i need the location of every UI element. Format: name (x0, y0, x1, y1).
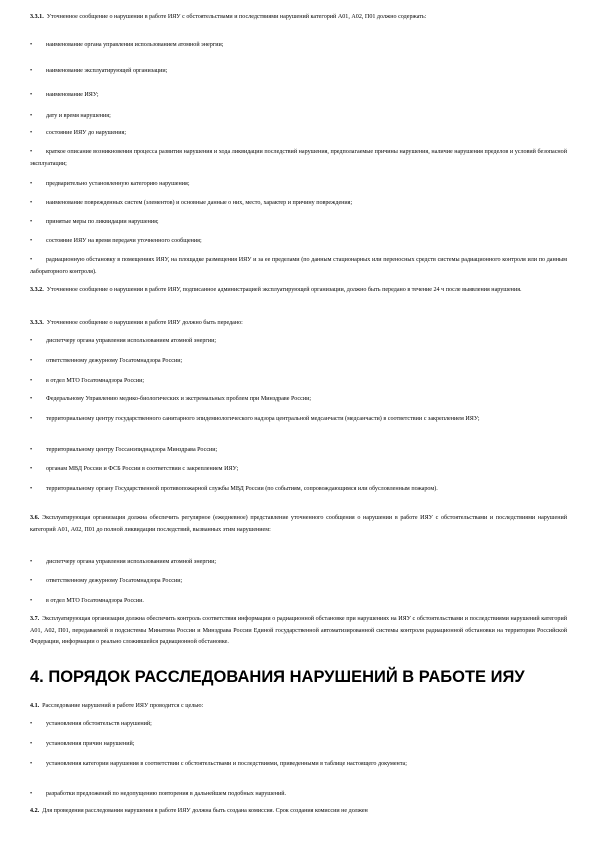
list-item-text: установления причин нарушений; (46, 741, 135, 747)
paragraph-text: Эксплуатирующая организация должна обеспечить регулярное (ежедневное) представление уточненного сообщения о нарушении в работе ИЯУ с обстоятельствами и последствиями нарушений категорий А01, А02, П01 до полной ликвидации последствий, вызванных этим нарушением: (30, 515, 567, 533)
bullet-icon: • (30, 378, 33, 384)
list-item-text: разработки предложений по недопущению повторения в дальнейшем подобных нарушений. (46, 791, 286, 797)
list-item (30, 40, 567, 52)
bullet-icon: • (30, 68, 33, 74)
list-item (30, 759, 567, 771)
list-item-text: предварительно установленную категорию нарушения; (46, 181, 190, 187)
paragraph-text: Эксплуатирующая организация должна обеспечить контроль соответствия информации о радиационной обстановке при нарушениях на ИЯУ с обстоятельствами и последствиями нарушений категорий А01, А02, П01, передаваемой в подсистемы Минатома России и Минздрава России Единой государственной автоматизированной системы контроля радиационной обстановки на территории Российской Федерации, информации о реально сложившейся радиационной обстановке. (30, 616, 567, 646)
bullet-icon: • (30, 42, 33, 48)
list-item-text: краткое описание возникновения процесса развития нарушения и хода ликвидации последствий нарушения, предполагаемые причины нарушения, наличие нарушения пределов и условий безопасной эксплуатации; (30, 149, 567, 167)
list-item-text: территориальному центру Госсанэпиднадзора Минздрава России; (46, 447, 218, 453)
list-item-text: Федеральному Управлению медико-биологических и экстремальных проблем при Минздраве России; (46, 396, 312, 402)
paragraph-3-7 (30, 614, 567, 649)
list-item (30, 147, 567, 170)
bullet-icon: • (30, 396, 33, 402)
paragraph-number: 3.3.1. (30, 14, 44, 20)
list-item-text: ответственному дежурному Госатомнадзора России; (46, 358, 183, 364)
list-item-text: в отдел МТО Госатомнадзора России. (46, 598, 144, 604)
list-item-text: наименование ИЯУ; (46, 92, 99, 98)
list-item-text: состояние ИЯУ до нарушения; (46, 130, 127, 136)
list-item-text: диспетчеру органа управления использованием атомной энергии; (46, 338, 217, 344)
list-item (30, 445, 567, 457)
paragraph-4-1 (30, 701, 567, 713)
list-item-text: дату и время нарушения; (46, 113, 111, 119)
paragraph-3-3-1 (30, 12, 567, 24)
bullet-icon: • (30, 447, 33, 453)
bullet-icon: • (30, 791, 33, 797)
bullet-icon: • (30, 578, 33, 584)
list-item (30, 789, 567, 801)
list-item-text: наименование органа управления использованием атомной энергии; (46, 42, 224, 48)
paragraph-number: 3.3.3. (30, 320, 44, 326)
paragraph-number: 4.2. (30, 808, 40, 814)
list-item-text: установления обстоятельств нарушений; (46, 721, 152, 727)
list-item-text: органам МВД России и ФСБ России в соответствии с закреплением ИЯУ; (46, 466, 239, 472)
bullet-icon: • (30, 598, 33, 604)
list-item-text: наименование поврежденных систем (элементов) и основные данные о них, место, характер и причину повреждения; (46, 200, 353, 206)
list-item (30, 596, 567, 608)
list-item (30, 719, 567, 731)
list-item-text: радиационную обстановку в помещениях ИЯУ, на площадке размещения ИЯУ и за ее пределами (по данным стационарных или переносных средств системы радиационного контроля или по данным лабораторного контроля). (30, 257, 567, 275)
bullet-icon: • (30, 486, 33, 492)
list-item (30, 217, 567, 229)
bullet-icon: • (30, 149, 33, 155)
paragraph-text: Уточненное сообщение о нарушении в работе ИЯУ с обстоятельствами и последствиями нарушений категорий А01, А02, П01 должно содержать: (46, 14, 427, 20)
bullet-icon: • (30, 761, 33, 767)
list-item (30, 90, 567, 102)
list-item (30, 255, 567, 278)
paragraph-3-3-3 (30, 318, 567, 330)
list-item-text: территориальному центру государственного санитарного эпидемиологического надзора центральной медсанчасти (медсанчасти) в соответствии с закреплением ИЯУ; (46, 416, 480, 422)
list-item (30, 557, 567, 569)
paragraph-number: 4.1. (30, 703, 40, 709)
list-item (30, 179, 567, 191)
bullet-icon: • (30, 92, 33, 98)
bullet-icon: • (30, 113, 33, 119)
list-item (30, 376, 567, 388)
paragraph-text: Расследование нарушений в работе ИЯУ проводится с целью: (42, 703, 204, 709)
paragraph-4-2 (30, 806, 567, 818)
list-item (30, 336, 567, 348)
bullet-icon: • (30, 338, 33, 344)
paragraph-number: 3.3.2. (30, 287, 44, 293)
list-item-text: состояние ИЯУ на время передачи уточненного сообщения; (46, 238, 202, 244)
bullet-icon: • (30, 257, 33, 263)
list-item (30, 576, 567, 588)
paragraph-text: Для проведения расследования нарушения в работе ИЯУ должна быть создана комиссия. Срок создания комиссии не должен (42, 808, 368, 814)
list-item (30, 128, 567, 140)
list-item (30, 484, 567, 496)
bullet-icon: • (30, 559, 33, 565)
bullet-icon: • (30, 181, 33, 187)
section-heading: 4. ПОРЯДОК РАССЛЕДОВАНИЯ НАРУШЕНИЙ В РАБОТЕ ИЯУ (30, 668, 525, 686)
list-item-text: в отдел МТО Госатомнадзора России; (46, 378, 145, 384)
bullet-icon: • (30, 130, 33, 136)
bullet-icon: • (30, 358, 33, 364)
list-item (30, 198, 567, 210)
bullet-icon: • (30, 200, 33, 206)
bullet-icon: • (30, 466, 33, 472)
paragraph-number: 3.7. (30, 616, 40, 622)
paragraph-number: 3.6. (30, 515, 40, 521)
bullet-icon: • (30, 416, 33, 422)
list-item (30, 464, 567, 476)
paragraph-text: Уточненное сообщение о нарушении в работе ИЯУ, подписанное администрацией эксплуатирующей организации, должно быть передано в течение 24 ч после выявления нарушения. (46, 287, 522, 293)
list-item-text: ответственному дежурному Госатомнадзора России; (46, 578, 183, 584)
paragraph-3-3-2 (30, 285, 567, 297)
bullet-icon: • (30, 741, 33, 747)
list-item (30, 739, 567, 751)
list-item-text: наименование эксплуатирующей организации; (46, 68, 168, 74)
bullet-icon: • (30, 721, 33, 727)
list-item (30, 356, 567, 368)
bullet-icon: • (30, 238, 33, 244)
list-item (30, 111, 567, 123)
list-item-text: принятые меры по ликвидации нарушения; (46, 219, 159, 225)
list-item-text: территориальному органу Государственной противопожарной службы МВД России (по событиям, сопровождающимся или обусловленным пожаром). (46, 486, 438, 492)
bullet-icon: • (30, 219, 33, 225)
list-item (30, 414, 567, 426)
list-item (30, 236, 567, 248)
list-item (30, 394, 567, 406)
list-item (30, 66, 567, 78)
paragraph-3-6 (30, 513, 567, 536)
list-item-text: диспетчеру органа управления использованием атомной энергии; (46, 559, 217, 565)
paragraph-text: Уточненное сообщение о нарушении в работе ИЯУ должно быть передано: (46, 320, 243, 326)
list-item-text: установления категории нарушения в соответствии с обстоятельствами и последствиями, приведенными в таблице настоящего документа; (46, 761, 407, 767)
